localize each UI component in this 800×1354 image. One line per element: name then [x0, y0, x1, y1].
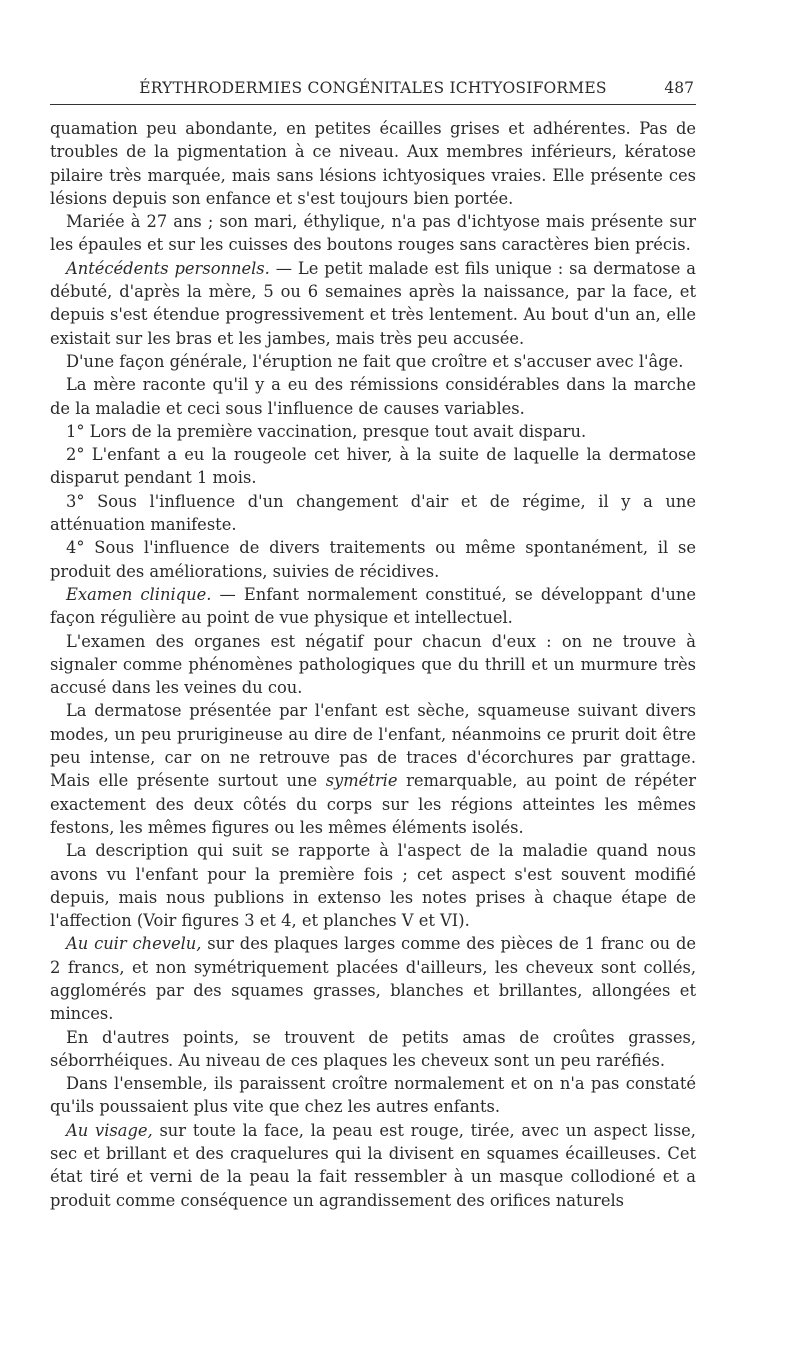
running-title: ÉRYTHRODERMIES CONGÉNITALES ICHTYOSIFORMES — [139, 79, 607, 97]
book-page — [50, 74, 696, 1212]
section-lead: Antécédents personnels. — [66, 258, 270, 278]
paragraph: La mère raconte qu'il y a eu des rémissions considérables dans la marche de la maladie et ceci sous l'influence de causes variables. — [50, 375, 696, 418]
paragraph: En d'autres points, se trouvent de petits amas de croûtes grasses, séborrhéiques. Au niveau de ces plaques les cheveux sont un peu raréfiés. — [50, 1027, 696, 1070]
paragraph: Mariée à 27 ans ; son mari, éthylique, n'a pas d'ichtyose mais présente sur les épaules et sur les cuisses des boutons rouges sans caractères bien précis. — [50, 212, 696, 255]
paragraph: 4° Sous l'influence de divers traitements ou même spontanément, il se produit des améliorations, suivies de récidives. — [50, 538, 696, 581]
paragraph: Au cuir chevelu, sur des plaques larges comme des pièces de 1 franc ou de 2 francs, et non symétriquement placées d'ailleurs, les cheveux sont collés, agglomérés par des squames grasses, blanches et brillantes, allongées et minces. — [50, 934, 696, 1024]
paragraph: Examen clinique. — Enfant normalement constitué, se développant d'une façon régulière au point de vue physique et intellectuel. — [50, 584, 696, 628]
section-lead: Examen clinique. — [66, 584, 212, 604]
paragraph: La dermatose présentée par l'enfant est sèche, squameuse suivant divers modes, un peu prurigineuse au dire de l'enfant, néanmoins ce prurit doit être peu intense, car on ne retrouve pas de traces d'écorchures par grattage. Mais elle présente surtout une symétrie remarquable, au point de répéter exactement des deux côtés du corps sur les régions atteintes les mêmes festons, les mêmes figures ou les mêmes éléments isolés. — [50, 701, 696, 837]
section-lead: Au cuir chevelu, — [66, 934, 202, 954]
paragraph: Au visage, sur toute la face, la peau est rouge, tirée, avec un aspect lisse, sec et brillant et des craquelures qui la divisent en squames écailleuses. Cet état tiré et verni de la peau la fait ressembler à un masque collodioné et a produit comme conséquence un agrandissement des orifices naturels — [50, 1120, 696, 1210]
body-text — [50, 117, 696, 1212]
emphasis: symétrie — [325, 771, 398, 791]
page-number: 487 — [664, 79, 694, 97]
paragraph: L'examen des organes est négatif pour chacun d'eux : on ne trouve à signaler comme phénomènes pathologiques que du thrill et un murmure très accusé dans les veines du cou. — [50, 631, 696, 698]
paragraph: Dans l'ensemble, ils paraissent croître normalement et on n'a pas constaté qu'ils poussaient plus vite que chez les autres enfants. — [50, 1074, 696, 1117]
section-lead: Au visage, — [66, 1120, 153, 1140]
paragraph: 3° Sous l'influence d'un changement d'air et de régime, il y a une atténuation manifeste. — [50, 491, 696, 535]
paragraph: quamation peu abondante, en petites écailles grises et adhérentes. Pas de troubles de la pigmentation à ce niveau. Aux membres inférieurs, kératose pilaire très marquée, mais sans lésions ichtyosiques vraies. Elle présente ces lésions depuis son enfance et s'est toujours bien portée. — [50, 119, 696, 208]
paragraph: 2° L'enfant a eu la rougeole cet hiver, à la suite de laquelle la dermatose disparut pendant 1 mois. — [50, 445, 696, 488]
paragraph: 1° Lors de la première vaccination, presque tout avait disparu. — [66, 421, 587, 441]
paragraph: Antécédents personnels. — Le petit malade est fils unique : sa dermatose a débuté, d'après la mère, 5 ou 6 semaines après la naissance, par la face, et depuis s'est étendue progressivement et très lentement. Au bout d'un an, elle existait sur les bras et les jambes, mais très peu accusée. — [50, 258, 696, 348]
paragraph: La description qui suit se rapporte à l'aspect de la maladie quand nous avons vu l'enfant pour la première fois ; cet aspect s'est souvent modifié depuis, mais nous publions in extenso les notes prises à chaque étape de l'affection (Voir figures 3 et 4, et planches V et VI). — [50, 841, 696, 931]
paragraph: D'une façon générale, l'éruption ne fait que croître et s'accuser avec l'âge. — [66, 351, 684, 371]
page-header — [50, 74, 696, 105]
